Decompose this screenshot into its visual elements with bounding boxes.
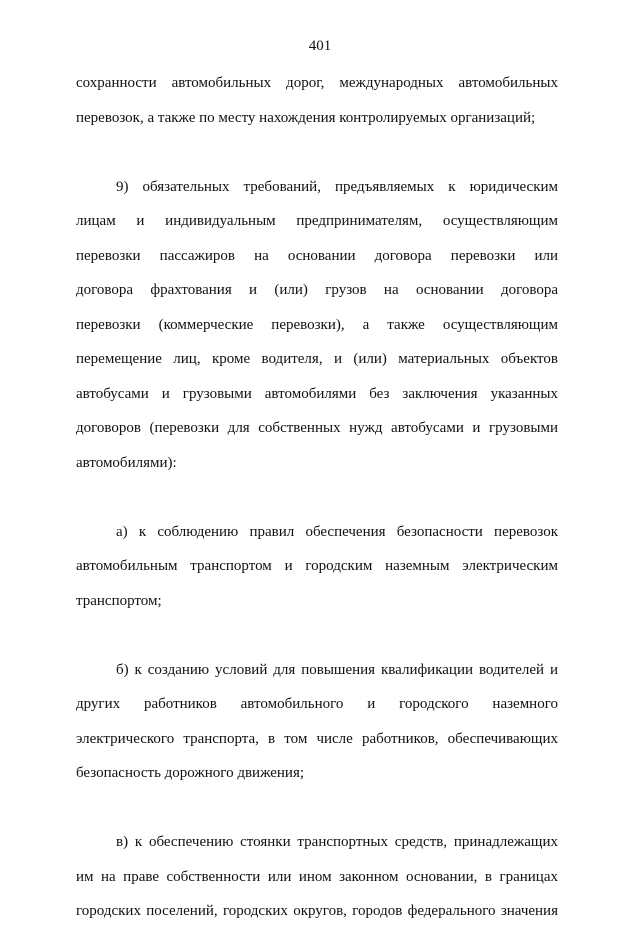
text-line: им на праве собственности или ином законном основании, в границах	[76, 868, 558, 885]
text-line: б) к созданию условий для повышения квалификации водителей и	[116, 661, 558, 678]
text-line: перемещение лиц, кроме водителя, и (или) материальных объектов	[76, 351, 558, 367]
paragraph-gap	[76, 480, 558, 515]
text-line: автомобилями):	[76, 454, 177, 471]
text-line: договора фрахтования и (или) грузов на основании договора	[76, 282, 558, 298]
text-line: договоров (перевозки для собственных нужд автобусами и грузовыми	[76, 420, 558, 436]
paragraph-gap	[76, 135, 558, 170]
text-line: в) к обеспечению стоянки транспортных средств, принадлежащих	[116, 834, 558, 850]
text-line: автомобильным транспортом и городским наземным электрическим	[76, 558, 558, 574]
text-line: сохранности автомобильных дорог, международных автомобильных	[76, 75, 558, 91]
paragraph-gap	[76, 791, 558, 826]
text-line: электрического транспорта, в том числе работников, обеспечивающих	[76, 730, 558, 747]
text-line: лицам и индивидуальным предпринимателям, осуществляющим	[76, 213, 558, 229]
text-line: безопасность дорожного движения;	[76, 765, 305, 781]
text-line: а) к соблюдению правил обеспечения безопасности перевозок	[116, 523, 558, 540]
text-line: перевозки пассажиров на основании договора перевозки или	[76, 247, 558, 264]
text-line: транспортом;	[76, 592, 162, 609]
text-line: городских поселений, городских округов, городов федерального значения	[76, 903, 558, 919]
text-line: 9) обязательных требований, предъявляемых к юридическим	[116, 178, 558, 195]
text-line: перевозки (коммерческие перевозки), а также осуществляющим	[76, 316, 558, 333]
page-number: 401	[308, 38, 332, 54]
text-line: других работников автомобильного и городского наземного	[76, 696, 558, 712]
paragraph-gap	[76, 618, 558, 653]
text-line: перевозок, а также по месту нахождения контролируемых организаций;	[76, 109, 536, 126]
text-line: автобусами и грузовыми автомобилями без заключения указанных	[76, 385, 558, 402]
document-body	[76, 66, 558, 929]
